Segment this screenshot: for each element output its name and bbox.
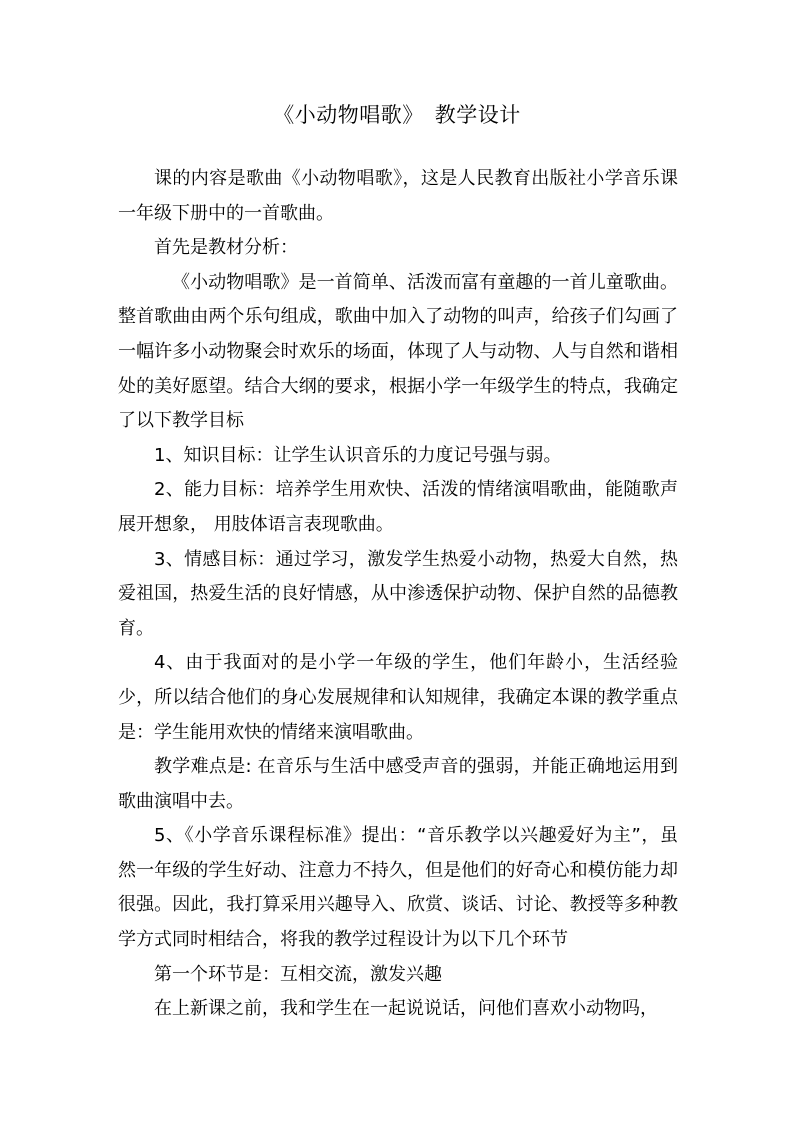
paragraph-analysis-heading: 首先是教材分析：: [154, 237, 298, 259]
paragraph-method: 5、《小学音乐课程标准》提出：“音乐教学以兴趣爱好为主”，虽然一年级的学生好动、注意力不持久，但是他们的好奇心和模仿能力却很强。因此，我打算采用兴趣导入、欣赏、谈话、讨论、教授等多种教学方式同时相结合，将我的教学过程设计为以下几个环节: [118, 825, 678, 951]
paragraph-analysis: 《小动物唱歌》是一首简单、活泼而富有童趣的一首儿童歌曲。整首歌曲由两个乐句组成，歌曲中加入了动物的叫声，给孩子们勾画了一幅许多小动物聚会时欢乐的场面，体现了人与动物、人与自然和谐相处的美好愿望。结合大纲的要求，根据小学一年级学生的特点，我确定了以下教学目标: [118, 271, 678, 432]
document-body: [118, 162, 678, 1027]
paragraph-goal-ability: 2、能力目标：培养学生用欢快、活泼的情绪演唱歌曲，能随歌声展开想象， 用肢体语言表现歌曲。: [118, 479, 678, 535]
paragraph-step-one: 第一个环节是：互相交流，激发兴趣: [154, 963, 442, 985]
paragraph-intro: 课的内容是歌曲《小动物唱歌》，这是人民教育出版社小学音乐课一年级下册中的一首歌曲。: [118, 168, 678, 224]
paragraph-key-point: 4、由于我面对的是小学一年级的学生，他们年龄小，生活经验少，所以结合他们的身心发展规律和认知规律，我确定本课的教学重点是：学生能用欢快的情绪来演唱歌曲。: [118, 652, 678, 743]
paragraph-goal-knowledge: 1、知识目标：让学生认识音乐的力度记号强与弱。: [154, 444, 562, 466]
document-title: 《小动物唱歌》 教学设计: [273, 103, 521, 127]
paragraph-step-one-detail: 在上新课之前，我和学生在一起说说话，问他们喜欢小动物吗，: [154, 998, 658, 1020]
paragraph-difficulty: 教学难点是: 在音乐与生活中感受声音的强弱，并能正确地运用到歌曲演唱中去。: [118, 756, 678, 812]
paragraph-goal-emotion: 3、情感目标：通过学习，激发学生热爱小动物，热爱大自然，热爱祖国，热爱生活的良好情感，从中渗透保护动物、保护自然的品德教育。: [118, 548, 678, 639]
